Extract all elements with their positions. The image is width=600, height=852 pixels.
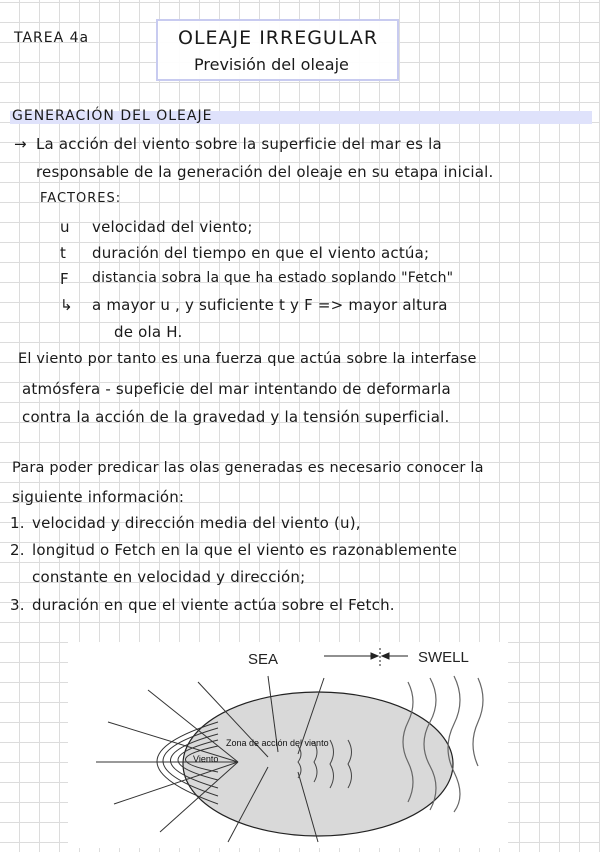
factor-t-symbol: t: [60, 244, 67, 262]
arrow-icon: →: [14, 135, 27, 153]
paragraph2-line-2: siguiente información:: [12, 488, 185, 506]
page-title: OLEAJE IRREGULAR: [178, 27, 379, 49]
factor-u-text: velocidad del viento;: [92, 218, 253, 236]
conclusion-line-2: de ola H.: [114, 323, 183, 341]
factor-f-symbol: F: [60, 270, 69, 288]
list-item-2-text-cont: constante en velocidad y dirección;: [32, 568, 306, 586]
section-heading: GENERACIÓN DEL OLEAJE: [12, 108, 213, 124]
paragraph1-line-1: El viento por tanto es una fuerza que actúa sobre la interfase: [18, 351, 477, 367]
wave-generation-diagram: [68, 642, 508, 848]
paragraph2-line-1: Para poder predicar las olas generadas es necesario conocer la: [12, 460, 484, 476]
sea-label: SEA: [248, 651, 279, 668]
swell-label: SWELL: [418, 649, 469, 666]
paragraph1-line-3: contra la acción de la gravedad y la tensión superficial.: [22, 408, 450, 426]
factor-t-text: duración del tiempo en que el viento actúa;: [92, 244, 430, 262]
list-item-3-number: 3.: [10, 596, 25, 614]
curved-arrow-icon: ↳: [60, 296, 73, 314]
list-item-2-number: 2.: [10, 541, 25, 559]
factor-u-symbol: u: [60, 218, 70, 236]
zone-label: Zona de acción del viento: [226, 738, 329, 748]
sea-swell-boundary-arrow: [324, 648, 408, 668]
factors-label: FACTORES:: [40, 191, 122, 206]
paragraph1-line-2: atmósfera - supeficie del mar intentando de deformarla: [22, 380, 451, 398]
list-item-2-text: longitud o Fetch en la que el viento es razonablemente: [32, 541, 458, 559]
intro-line-1: La acción del viento sobre la superficie del mar es la: [36, 135, 442, 153]
tarea-label: TAREA 4a: [14, 30, 90, 46]
intro-line-2: responsable de la generación del oleaje en su etapa inicial.: [36, 163, 494, 181]
list-item-1-number: 1.: [10, 514, 25, 532]
factor-f-text: distancia sobra la que ha estado soplando "Fetch": [92, 270, 454, 286]
list-item-1-text: velocidad y dirección media del viento (u),: [32, 514, 361, 532]
wind-zone-ellipse: [183, 692, 453, 836]
conclusion-line-1: a mayor u , y suficiente t y F => mayor altura: [92, 296, 448, 314]
list-item-3-text: duración en que el viente actúa sobre el Fetch.: [32, 596, 395, 614]
wind-label: Viento: [193, 754, 219, 764]
page-subtitle: Previsión del oleaje: [194, 55, 349, 74]
title-box: [156, 19, 399, 81]
